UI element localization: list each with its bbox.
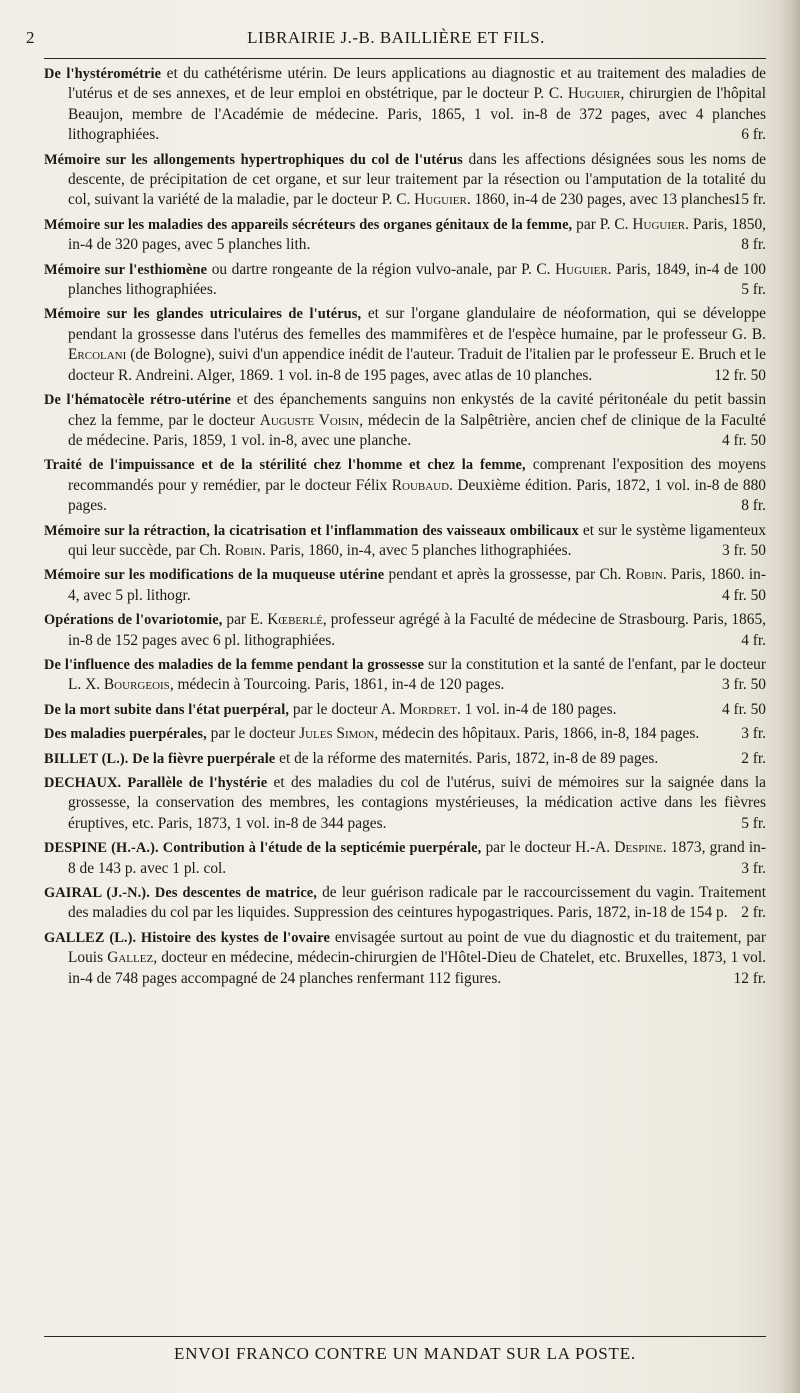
catalog-entry — [44, 260, 766, 301]
entry-price: 8 fr. — [741, 497, 766, 515]
entry-text: . Deuxième édition. Paris, 1872, 1 vol. in-8 de 880 pages. — [68, 476, 766, 515]
entry-author: Roubaud — [391, 476, 450, 494]
entry-price: 3 fr. — [741, 725, 766, 743]
entry-price: 5 fr. — [741, 814, 766, 832]
entry-text: ou dartre rongeante de la région vulvo-anale, par P. C. — [207, 260, 556, 278]
entry-text: et sur l'organe glandulaire de néoformation, qui se développe pendant la grossesse dans l'utérus des femelles des mammifères et de l'espèce humaine, par le professeur G. B. — [68, 305, 766, 343]
page-edge-shadow — [778, 0, 800, 1393]
catalog-entry — [44, 838, 766, 879]
entry-lead: BILLET (L.). De la fièvre puerpérale — [44, 750, 276, 767]
entry-author: Huguier — [414, 191, 467, 209]
entry-text: et des épanchements sanguins non enkystés de la cavité péritonéale du petit bassin chez la femme, par le docteur — [68, 391, 767, 429]
entry-text: et de la réforme des maternités. Paris, 1872, in-8 de 89 pages. — [275, 749, 659, 767]
catalog-entry — [44, 749, 766, 769]
entry-text: par E. — [222, 611, 268, 629]
entry-price: 3 fr. 50 — [721, 541, 766, 559]
entry-text: , médecin à Tourcoing. Paris, 1861, in-4 de 120 pages. — [169, 676, 505, 694]
header-rule — [44, 58, 766, 59]
entry-text: (de Bologne), suivi d'un appendice inédit de l'auteur. Traduit de l'italien par le professeur E. Bruch et le docteur R. Andreini. Alger, 1869. 1 vol. in-8 de 195 pages, avec atlas de 10 planches. — [68, 346, 766, 384]
entry-text: , professeur agrégé à la Faculté de médecine de Strasbourg. Paris, 1865, in-8 de 152 pages avec 6 pl. lithographiées. — [68, 611, 766, 649]
entry-price: 4 fr. 50 — [721, 586, 766, 604]
entry-lead: Mémoire sur les maladies des appareils sécréteurs des organes génitaux de la femme, — [44, 216, 573, 233]
entry-text: par le docteur A. — [289, 700, 400, 718]
entry-price: 4 fr. — [741, 631, 766, 649]
catalog-entry — [44, 883, 766, 924]
entry-lead: Traité de l'impuissance et de la stérilité chez l'homme et chez la femme, — [44, 457, 526, 474]
catalog-entry — [44, 610, 766, 651]
catalog-list — [44, 64, 766, 993]
catalog-entry — [44, 773, 766, 834]
catalog-entry — [44, 304, 766, 386]
entry-lead: Mémoire sur l'esthiomène — [44, 261, 208, 278]
entry-lead: Mémoire sur les allongements hypertrophiques du col de l'utérus — [44, 151, 463, 168]
catalog-entry — [44, 215, 766, 256]
entry-lead: De l'influence des maladies de la femme pendant la grossesse — [44, 656, 424, 673]
catalog-entry — [44, 150, 766, 211]
entry-price: 12 fr. 50 — [714, 366, 766, 384]
entry-text: , médecin de la Salpêtrière, ancien chef de clinique de la Faculté de médecine. Paris, 1859, 1 vol. in-8, avec une planche. — [68, 411, 766, 449]
entry-author: Huguier — [567, 85, 621, 103]
entry-text: par le docteur — [206, 725, 300, 743]
entry-author: Despine — [614, 839, 663, 857]
entry-author: Huguier — [555, 260, 608, 278]
entry-lead: DECHAUX. Parallèle de l'hystérie — [44, 775, 268, 791]
entry-text: de leur guérison radicale par le raccourcissement du vagin. Traitement des maladies du col par les liquides. Suppression des ceintures hypogastriques. Paris, 1872, in-18 de 154 p. — [68, 884, 766, 922]
entry-text: par P. C. — [572, 215, 633, 233]
entry-text: . 1873, grand in-8 de 143 p. avec 1 pl. col. — [68, 839, 766, 877]
entry-price: 6 fr. — [741, 126, 766, 144]
entry-author: Auguste Voisin — [259, 411, 360, 429]
entry-lead: Mémoire sur la rétraction, la cicatrisation et l'inflammation des vaisseaux ombilicaux — [44, 522, 579, 539]
entry-price: 8 fr. — [741, 236, 766, 254]
catalog-entry — [44, 64, 766, 146]
entry-author: Huguier — [632, 215, 686, 233]
catalog-entry — [44, 565, 766, 606]
entry-price: 12 fr. — [733, 969, 766, 987]
entry-price: 2 fr. — [741, 904, 766, 922]
footer-notice: ENVOI FRANCO CONTRE UN MANDAT SUR LA POSTE. — [174, 1344, 636, 1363]
catalog-entry — [44, 700, 766, 720]
entry-lead: Mémoire sur les modifications de la muqueuse utérine — [44, 567, 385, 584]
entry-price: 15 fr. — [733, 191, 766, 209]
catalog-entry — [44, 390, 766, 451]
entry-author: Robin — [625, 566, 663, 584]
entry-text: . Paris, 1860, in-4, avec 5 planches lithographiées. — [262, 541, 572, 559]
entry-lead: De la mort subite dans l'état puerpéral, — [44, 701, 290, 718]
entry-lead: De l'hématocèle rétro-utérine — [44, 392, 231, 409]
entry-price: 3 fr. — [741, 859, 766, 877]
entry-text: sur la constitution et la santé de l'enfant, par le docteur L. X. — [68, 655, 766, 694]
catalog-entry — [44, 655, 766, 696]
entry-lead: De l'hystérométrie — [44, 66, 162, 82]
running-title: LIBRAIRIE J.-B. BAILLIÈRE ET FILS. — [247, 28, 545, 47]
entry-lead: DESPINE (H.-A.). Contribution à l'étude de la septicémie puerpérale, — [44, 840, 482, 857]
entry-lead: GAIRAL (J.-N.). Des descentes de matrice, — [44, 885, 317, 902]
entry-lead: Des maladies puerpérales, — [44, 726, 207, 743]
entry-price: 5 fr. — [741, 281, 766, 299]
entry-author: Jules Simon — [299, 725, 375, 743]
catalog-entry — [44, 521, 766, 562]
catalog-entry — [44, 928, 766, 989]
entry-text: par le docteur H.-A. — [481, 839, 615, 857]
entry-author: Bourgeois — [103, 676, 170, 694]
entry-lead: Mémoire sur les glandes utriculaires de l'utérus, — [44, 306, 362, 323]
entry-text: . 1 vol. in-4 de 180 pages. — [456, 700, 617, 718]
entry-lead: GALLEZ (L.). Histoire des kystes de l'ovaire — [44, 929, 330, 946]
entry-price: 4 fr. 50 — [721, 431, 766, 449]
entry-text: et sur le système ligamenteux qui leur succède, par Ch. — [68, 521, 767, 559]
entry-author: Kœberlé — [267, 611, 323, 629]
entry-price: 4 fr. 50 — [721, 700, 766, 718]
entry-text: comprenant l'exposition des moyens recommandés pour y remédier, par le docteur Félix — [68, 456, 766, 494]
entry-text: , docteur en médecine, médecin-chirurgien de l'Hôtel-Dieu de Chatelet, etc. Bruxelles, 1873, 1 vol. in-4 de 748 pages accompagné de 24 planches renfermant 112 figures. — [68, 949, 766, 987]
catalog-entry — [44, 455, 766, 516]
entry-text: dans les affections désignées sous les noms de descente, de précipitation de cet organe, et sur leur traitement par la résection ou l'amputation de la totalité du col, suivant la variété de la maladie, par le docteur P. C. — [68, 150, 766, 209]
page-number: 2 — [26, 28, 35, 47]
entry-text: . 1860, in-4 de 230 pages, avec 13 planches. — [466, 191, 739, 209]
entry-text: pendant et après la grossesse, par Ch. — [384, 566, 626, 584]
entry-author: Gallez — [107, 949, 154, 967]
entry-text: et du cathétérisme utérin. De leurs applications au diagnostic et au traitement des maladies de l'utérus et de ses annexes, et de leur emploi en obstétrique, par le docteur P. C. — [68, 65, 766, 103]
entry-text: et des maladies du col de l'utérus, suivi de mémoires sur la saignée dans la grossesse, la conservation des membres, les contagions mystérieuses, la médication active dans les fièvres éruptives, etc. Paris, 1873, 1 vol. in-8 de 344 pages. — [68, 774, 766, 832]
entry-text: . Paris, 1860. in-4, avec 5 pl. lithogr. — [68, 566, 766, 604]
entry-text: envisagée surtout au point de vue du diagnostic et du traitement, par Louis — [68, 928, 766, 967]
entry-text: . Paris, 1850, in-4 de 320 pages, avec 5 planches lith. — [68, 215, 766, 254]
entry-author: Ercolani — [68, 346, 127, 364]
entry-text: , médecin des hôpitaux. Paris, 1866, in-8, 184 pages. — [374, 725, 700, 743]
entry-price: 2 fr. — [741, 749, 766, 767]
catalog-entry — [44, 724, 766, 744]
page-header — [26, 28, 766, 52]
footer-rule — [44, 1336, 766, 1337]
entry-price: 3 fr. 50 — [721, 676, 766, 694]
entry-author: Robin — [224, 541, 263, 559]
entry-author: Mordret — [399, 700, 457, 718]
entry-text: . Paris, 1849, in-4 de 100 planches lithographiées. — [68, 260, 766, 299]
entry-text: , chirurgien de l'hôpital Beaujon, membre de l'Académie de médecine. Paris, 1865, 1 vol. in-8 de 372 pages, avec 4 planches lithographiées. — [68, 85, 766, 144]
entry-lead: Opérations de l'ovariotomie, — [44, 612, 223, 629]
